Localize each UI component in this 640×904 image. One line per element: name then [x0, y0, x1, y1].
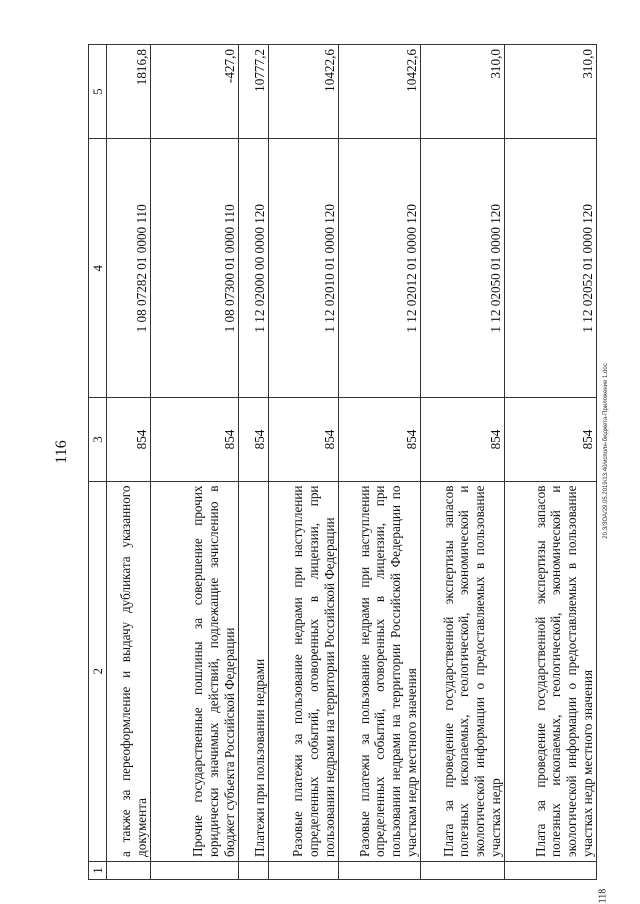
row-name: Разовые платежи за пользование недрами при наступлении определенных событий, оговоренных в лицензии, при пользовании недрами на территории Российской Федерации по участкам недр местного значения [339, 481, 421, 861]
row-admin-code: 854 [505, 398, 597, 481]
table-row [505, 45, 597, 880]
row-name: Плата за проведение государственной экспертизы запасов полезных ископаемых, геологической, экономической и экологической информации о предоставляемых в пользование участках недр местного значения [505, 481, 597, 861]
row-name: а также за переоформление и выдачу дубликата указанного документа [107, 481, 151, 861]
rotated-table-wrapper [88, 44, 596, 880]
row-admin-code: 854 [269, 398, 339, 481]
row-name: Разовые платежи за пользование недрами при наступлении определенных событий, оговоренных в лицензии, при пользовании недрами на территории Российской Федерации [269, 481, 339, 861]
row-admin-code: 854 [151, 398, 239, 481]
row-kbk: 1 12 02012 01 0000 120 [339, 139, 421, 398]
row-number-cell [151, 861, 239, 879]
row-amount: 10422,6 [339, 45, 421, 139]
row-kbk: 1 12 02010 01 0000 120 [269, 139, 339, 398]
column-header: 3 [89, 398, 107, 481]
row-admin-code: 854 [421, 398, 505, 481]
row-amount: 310,0 [505, 45, 597, 139]
row-admin-code: 854 [107, 398, 151, 481]
row-number-cell [421, 861, 505, 879]
table-row [239, 45, 269, 880]
row-kbk: 1 12 02000 00 0000 120 [239, 139, 269, 398]
row-name: Прочие государственные пошлины за совершение прочих юридически значимых действий, подлежащие зачислению в бюджет субъекта Российской Федерации [151, 481, 239, 861]
table-row [339, 45, 421, 880]
row-amount: 10777,2 [239, 45, 269, 139]
table-row [421, 45, 505, 880]
row-kbk: 1 08 07282 01 0000 110 [107, 139, 151, 398]
table-row [107, 45, 151, 880]
footer-file-path: 20.З/ЗОА/29.05.2019/13.40/исполн-бюджета-Приложение 1.doc [603, 363, 609, 539]
row-name: Плата за проведение государственной экспертизы запасов полезных ископаемых, геологической, экономической и экологической информации о предоставляемых в пользование участках недр [421, 481, 505, 861]
row-amount: 10422,6 [269, 45, 339, 139]
revenue-table [88, 44, 597, 880]
row-amount: 310,0 [421, 45, 505, 139]
column-header: 2 [89, 481, 107, 861]
table-row [151, 45, 239, 880]
table-row [269, 45, 339, 880]
row-kbk: 1 12 02052 01 0000 120 [505, 139, 597, 398]
row-amount: -427,0 [151, 45, 239, 139]
column-header: 4 [89, 139, 107, 398]
row-name: Платежи при пользовании недрами [239, 481, 269, 861]
row-admin-code: 854 [239, 398, 269, 481]
corner-page-mark: 118 [597, 888, 609, 904]
row-kbk: 1 12 02050 01 0000 120 [421, 139, 505, 398]
row-number-cell [339, 861, 421, 879]
table-header-row [89, 45, 107, 880]
row-number-cell [239, 861, 269, 879]
row-amount: 1816,8 [107, 45, 151, 139]
row-admin-code: 854 [339, 398, 421, 481]
page-number: 116 [53, 440, 70, 464]
row-kbk: 1 08 07300 01 0000 110 [151, 139, 239, 398]
column-header: 5 [89, 45, 107, 139]
row-number-cell [107, 861, 151, 879]
row-number-cell [269, 861, 339, 879]
row-number-cell [505, 861, 597, 879]
column-header: 1 [89, 861, 107, 879]
